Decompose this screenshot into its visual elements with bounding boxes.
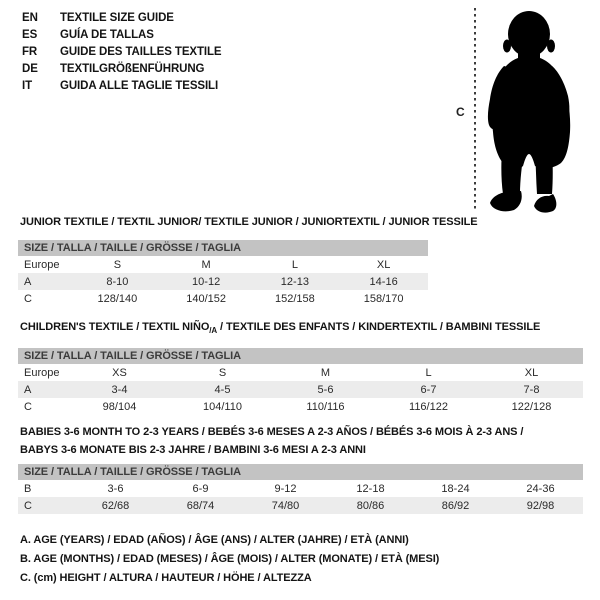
table-cell: 92/98 — [526, 499, 555, 512]
table-row-europe — [18, 364, 583, 381]
table-cell: 152/158 — [274, 292, 315, 305]
table-cell: 12-18 — [356, 482, 385, 495]
table-cell: 24-36 — [526, 482, 555, 495]
table-cell: 3-6 — [107, 482, 124, 495]
table-row-height — [18, 497, 583, 514]
table-cell: 14-16 — [369, 275, 398, 288]
toddler-silhouette-image — [482, 2, 598, 214]
table-cell: XL — [524, 366, 539, 379]
children-section-title — [20, 321, 540, 333]
table-cell: 104/110 — [203, 400, 242, 413]
row-label: C — [24, 292, 32, 305]
lang-code: EN — [22, 11, 38, 24]
lang-line-it — [22, 77, 222, 94]
table-row-age — [18, 273, 428, 290]
table-cell: 6-9 — [192, 482, 209, 495]
children-title-subscript: /A — [209, 325, 218, 335]
row-label: A — [24, 383, 32, 396]
table-cell: 5-6 — [317, 383, 334, 396]
height-measure-label: C — [456, 105, 465, 119]
lang-code: FR — [22, 45, 38, 58]
table-cell: 74/80 — [271, 499, 300, 512]
table-cell: XL — [376, 258, 391, 271]
lang-line-en — [22, 9, 222, 26]
footnote-c: C. (cm) HEIGHT / ALTURA / HAUTEUR / HÖHE / ALTEZZA — [20, 572, 312, 584]
table-cell: 140/152 — [186, 292, 226, 305]
table-cell: XS — [112, 366, 127, 379]
lang-text: GUÍA DE TALLAS — [60, 28, 154, 41]
lang-code: DE — [22, 62, 38, 75]
table-cell: 8-10 — [106, 275, 129, 288]
size-header-row: SIZE / TALLA / TAILLE / GRÖSSE / TAGLIA — [18, 464, 583, 480]
size-header-row: SIZE / TALLA / TAILLE / GRÖSSE / TAGLIA — [18, 348, 583, 364]
table-cell: 122/128 — [511, 400, 552, 413]
babies-section-title-line1: BABIES 3-6 MONTH TO 2-3 YEARS / BEBÉS 3-6 MESES A 2-3 AÑOS / BÉBÉS 3-6 MOIS À 2-3 ANS / — [20, 426, 524, 438]
row-label: Europe — [24, 258, 60, 271]
table-cell: 9-12 — [274, 482, 297, 495]
table-cell: 68/74 — [186, 499, 215, 512]
children-title-part: CHILDREN'S TEXTILE / TEXTIL NIÑO — [20, 321, 210, 333]
table-row-age — [18, 381, 583, 398]
table-row-age-months — [18, 480, 583, 497]
table-cell: S — [113, 258, 122, 271]
lang-text: TEXTILE SIZE GUIDE — [60, 11, 174, 24]
table-cell: L — [425, 366, 432, 379]
table-cell: 3-4 — [111, 383, 128, 396]
babies-section-title-line2: BABYS 3-6 MONATE BIS 2-3 JAHRE / BAMBINI 3-6 MESI A 2-3 ANNI — [20, 444, 366, 456]
table-cell: 80/86 — [356, 499, 385, 512]
table-row-europe — [18, 256, 428, 273]
table-cell: 10-12 — [192, 275, 221, 288]
language-header — [22, 9, 222, 94]
table-cell: 98/104 — [102, 400, 137, 413]
legend-footnotes — [20, 534, 439, 591]
row-label: Europe — [24, 366, 60, 379]
lang-line-es — [22, 26, 222, 43]
table-cell: 18-24 — [441, 482, 470, 495]
babies-size-table — [18, 464, 583, 514]
lang-text: TEXTILGRÖßENFÜHRUNG — [60, 62, 205, 75]
table-row-height — [18, 398, 583, 415]
lang-text: GUIDE DES TAILLES TEXTILE — [60, 45, 222, 58]
table-cell: S — [218, 366, 227, 379]
row-label: A — [24, 275, 32, 288]
table-cell: 62/68 — [101, 499, 130, 512]
table-cell: 12-13 — [280, 275, 309, 288]
height-measure-dashed-line — [474, 8, 476, 211]
table-cell: 158/170 — [363, 292, 404, 305]
junior-size-table — [18, 240, 428, 307]
table-cell: 110/116 — [306, 400, 345, 413]
table-cell: M — [201, 258, 211, 271]
row-label: C — [24, 400, 32, 413]
table-cell: 86/92 — [441, 499, 470, 512]
children-title-part: / TEXTILE DES ENFANTS / KINDERTEXTIL / BAMBINI TESSILE — [217, 321, 541, 333]
table-cell: M — [320, 366, 331, 379]
table-cell: 128/140 — [97, 292, 138, 305]
lang-line-de — [22, 60, 222, 77]
table-cell: 6-7 — [420, 383, 437, 396]
size-header-row: SIZE / TALLA / TAILLE / GRÖSSE / TAGLIA — [18, 240, 428, 256]
junior-section-title: JUNIOR TEXTILE / TEXTIL JUNIOR/ TEXTILE JUNIOR / JUNIORTEXTIL / JUNIOR TESSILE — [20, 216, 478, 228]
lang-text: GUIDA ALLE TAGLIE TESSILI — [60, 79, 219, 92]
lang-line-fr — [22, 43, 222, 60]
row-label: B — [24, 482, 32, 495]
children-size-table — [18, 348, 583, 415]
footnote-b: B. AGE (MONTHS) / EDAD (MESES) / ÂGE (MOIS) / ALTER (MONATE) / ETÀ (MESI) — [20, 553, 440, 565]
table-row-height — [18, 290, 428, 307]
footnote-a: A. AGE (YEARS) / EDAD (AÑOS) / ÂGE (ANS) / ALTER (JAHRE) / ETÀ (ANNI) — [20, 534, 409, 546]
lang-code: ES — [22, 28, 38, 41]
table-cell: 116/122 — [409, 400, 448, 413]
row-label: C — [24, 499, 32, 512]
table-cell: 7-8 — [523, 383, 540, 396]
table-cell: 4-5 — [214, 383, 231, 396]
lang-code: IT — [22, 79, 33, 92]
table-cell: L — [291, 258, 298, 271]
